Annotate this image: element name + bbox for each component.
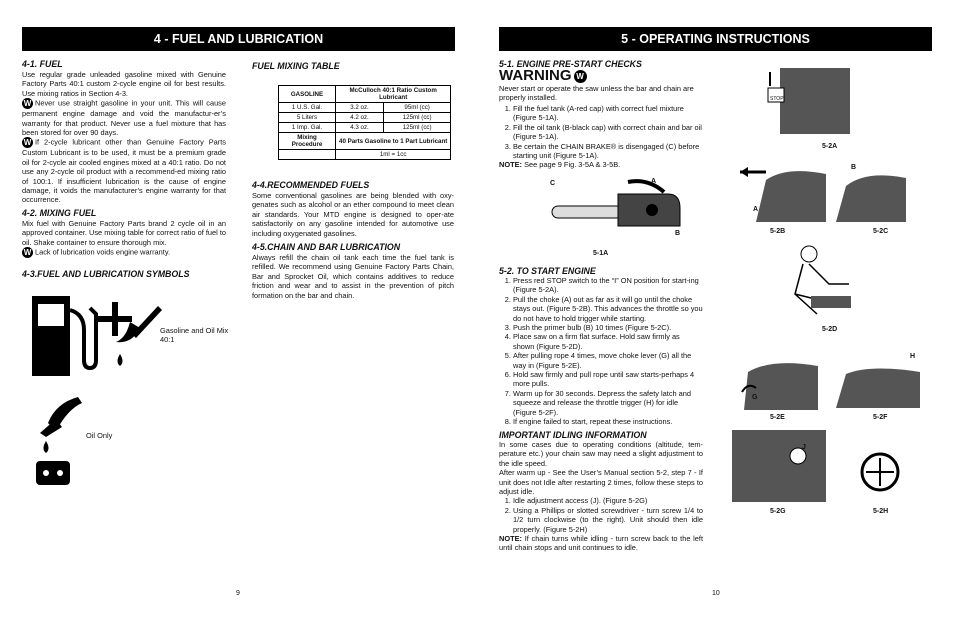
prestart-note: NOTE: See page 9 Fig. 3-5A & 3-5B. (499, 160, 621, 170)
table-footer: 1ml = 1cc (336, 150, 451, 160)
fig-label: C (550, 180, 556, 187)
left-title-bar: 4 - FUEL AND LUBRICATION (22, 27, 455, 51)
chainsaw-illustration (728, 426, 830, 506)
section-4-4-heading: 4-4.RECOMMENDED FUELS (252, 180, 370, 190)
fig-caption-5-2a: 5-2A (822, 143, 838, 150)
right-title-bar: 5 - OPERATING INSTRUCTIONS (499, 27, 932, 51)
fig-label: J (802, 444, 806, 451)
mixing-fuel-para: Mix fuel with Genuine Factory Parts brand 2 cycle oil in an approved container. Use mixing table for correct ratio of fuel to oil. Shake container to ensure thorough mix. (22, 219, 226, 247)
fuel-symbols-gas-oil (28, 288, 163, 380)
chainsaw-illustration (738, 352, 833, 412)
fig-caption-5-2g: 5-2G (770, 508, 786, 515)
crosshair-screw-icon (858, 450, 902, 494)
fig-label: A (753, 206, 759, 213)
section-4-1-heading: 4-1. FUEL (22, 59, 63, 69)
fuel-text-block (22, 70, 226, 205)
fig-caption-5-2b: 5-2B (770, 228, 786, 235)
section-5-2-heading: 5-2. TO START ENGINE (499, 266, 596, 276)
list-item: 1. Fill the fuel tank (A-red cap) with correct fuel mixture (Figure 5-1A). (513, 104, 703, 123)
list-item: 7. Warm up for 30 seconds. Depress the safety latch and squeeze and release the throttle trigger (H) for idle (Figure 5-2F). (513, 389, 703, 417)
section-4-5-heading: 4-5.CHAIN AND BAR LUBRICATION (252, 242, 401, 252)
fuel-pump-icon (32, 296, 96, 376)
section-4-3-heading: 4-3.FUEL AND LUBRICATION SYMBOLS (22, 269, 190, 279)
warning-w-icon: W (23, 99, 32, 109)
warning-w-icon: W (23, 248, 32, 258)
table-row: 1 U.S. Gal. 3.2 oz. 95ml (cc) (279, 103, 451, 113)
operator-illustration (783, 242, 859, 322)
idling-info-heading: IMPORTANT IDLING INFORMATION (499, 430, 647, 440)
list-item: 5. After pulling rope 4 times, move choke lever (G) all the way in (Figure 5-2E). (513, 351, 703, 370)
list-item: 3. Be certain the CHAIN BRAKE® is disengaged (C) before starting unit (Figure 5-1A). (513, 142, 703, 161)
oil-funnel-icon (40, 397, 82, 453)
warning-w-icon: W (574, 70, 587, 83)
fig-label: B (675, 230, 681, 237)
idling-note: NOTE: If chain turns while idling - turn screw back to the left until chain stops and unit continues to idle. (499, 534, 704, 553)
fig-caption-5-1a: 5-1A (593, 250, 609, 257)
prestart-intro: Never start or operate the saw unless the bar and chain are properly installed. (499, 84, 694, 103)
table-row: Mixing Procedure 40 Parts Gasoline to 1 Part Lubricant (279, 133, 451, 150)
fuel-mixing-table-heading: FUEL MIXING TABLE (252, 61, 340, 71)
warning-heading: WARNING W (499, 67, 589, 84)
oil-funnel-icon (116, 306, 162, 366)
list-item: 2. Using a Phillips or slotted screwdriver - turn screw 1/4 to 1/2 turn clockwise (to the right). Unit should then idle properly. (Figure 5-2H) (513, 506, 703, 534)
start-engine-list (499, 276, 703, 427)
warning-w-icon: W (23, 138, 32, 148)
fig-caption-5-2h: 5-2H (873, 508, 889, 515)
fig-label: G (752, 394, 758, 401)
table-row: 1 Imp. Gal. 4.3 oz. 125ml (cc) (279, 123, 451, 133)
fig-label: B (851, 164, 857, 171)
table-header-gasoline: GASOLINE (279, 86, 336, 103)
section-4-2-heading: 4-2. MIXING FUEL (22, 208, 97, 218)
oil-only-label: Oil Only (86, 431, 113, 440)
list-item: 2. Fill the oil tank (B-black cap) with correct chain and bar oil (Figure 5-1A). (513, 123, 703, 142)
list-item: 3. Push the primer bulb (B) 10 times (Figure 5-2C). (513, 323, 703, 332)
fig-label: A (651, 178, 657, 185)
fig-caption-5-2f: 5-2F (873, 414, 888, 421)
section-5-1-heading: 5-1. ENGINE PRE-START CHECKS (499, 59, 642, 69)
stop-switch-label: STOP (770, 96, 784, 102)
list-item: 4. Place saw on a firm flat surface. Hold saw firmly as shown (Figure 5-2D). (513, 332, 703, 351)
chainsaw-illustration (740, 62, 870, 140)
gas-oil-label: Gasoline and Oil Mix 40:1 (160, 326, 229, 345)
table-header-lubricant: McCulloch 40:1 Ratio Custom Lubricant (336, 86, 451, 103)
prestart-list (499, 104, 703, 170)
mixing-warning: W Lack of lubrication voids engine warranty. (23, 247, 171, 258)
recommended-fuels-text: Some conventional gasolines are being blended with oxy-genates such as alcohol or an ether compound to meet clean air standards. Your MTD engine is designed to oper-ate satisfactorily on any gasoline intended for automotive use including oxygenated gasolines. (252, 191, 454, 238)
chainsaw-illustration (836, 166, 932, 224)
fuel-intro: Use regular grade unleaded gasoline mixed with Genuine Factory Parts 40:1 custom 2-cycle engine oil for best results. Use mixing ratios in Section 4-3. (22, 70, 226, 98)
chainsaw-illustration (836, 364, 932, 412)
chain-bar-lubrication-text: Always refill the chain oil tank each time the fuel tank is refilled. We recommend using Genuine Factory Parts Chain, Bar and Sprocket Oil, which contains additives to reduce friction and wear and to assist in the prevention of pitch formation on the bar and chain. (252, 253, 454, 300)
fig-caption-5-2e: 5-2E (770, 414, 785, 421)
list-item: 8. If engine failed to start, repeat these instructions. (513, 417, 703, 426)
mixing-fuel-text (22, 219, 226, 258)
chainsaw-illustration (736, 158, 831, 224)
fuel-mixing-table (278, 85, 451, 160)
page-number-right: 10 (712, 590, 720, 597)
list-item: 6. Hold saw firmly and pull rope until saw starts-perhaps 4 more pulls. (513, 370, 703, 389)
page-number-left: 9 (236, 590, 240, 597)
list-item: 1. Idle adjustment access (J). (Figure 5-2G) (513, 496, 703, 505)
list-item: 1. Press red STOP switch to the “I” ON position for start-ing (Figure 5-2A). (513, 276, 703, 295)
fuel-warning-1: W Never use straight gasoline in your unit. This will cause permanent engine damage and void the manufactur-er’s warranty for that product. Never use a fuel mixture that has been stored for over 90 days. (22, 98, 226, 138)
fuel-warning-2: W If 2-cycle lubricant other than Genuine Factory Parts Custom Lubricant is to be used, it must be a premium grade oil for 2-cycle air cooled engines mixed at a 40:1 ratio. Do not use any 2-cycle oil product with a recommend-ed mixing ratio of 100:1. If insufficient lubrication is the cause of engine damage, it voids the manufacturer’s engine warranty for that occurrence. (22, 137, 226, 205)
fig-caption-5-2d: 5-2D (822, 326, 838, 333)
fig-label: H (910, 353, 916, 360)
chain-oil-drop-icon (36, 461, 70, 485)
list-item: 2. Pull the choke (A) out as far as it will go until the choke stays out. (Figure 5-2B). This advances the throttle so you do not have to hold trigger while starting. (513, 295, 703, 323)
idling-info-text: In some cases due to operating conditions (altitude, tem-perature etc.) your chain saw may need a slight adjustment to the idle speed. After warm up - See the User’s Manual section 5-2, step 7 - If unit does not Idle after restarting 2 times, follow these steps to adjust idle. 1. Idle adjustment access (J). (Figure 5-2G) 2. Using a Phillips or slotted screwdriver - turn screw 1/4 to 1/2 turn clockwise (to the right). Unit should then idle properly. (Figure 5-2H) NOTE: If chain turns while idling - turn screw back to the left until chain stops and unit continues to idle. (499, 440, 703, 553)
oil-only-symbol (30, 393, 90, 493)
table-row: 5 Liters 4.2 oz. 125ml (cc) (279, 113, 451, 123)
fig-caption-5-2c: 5-2C (873, 228, 889, 235)
